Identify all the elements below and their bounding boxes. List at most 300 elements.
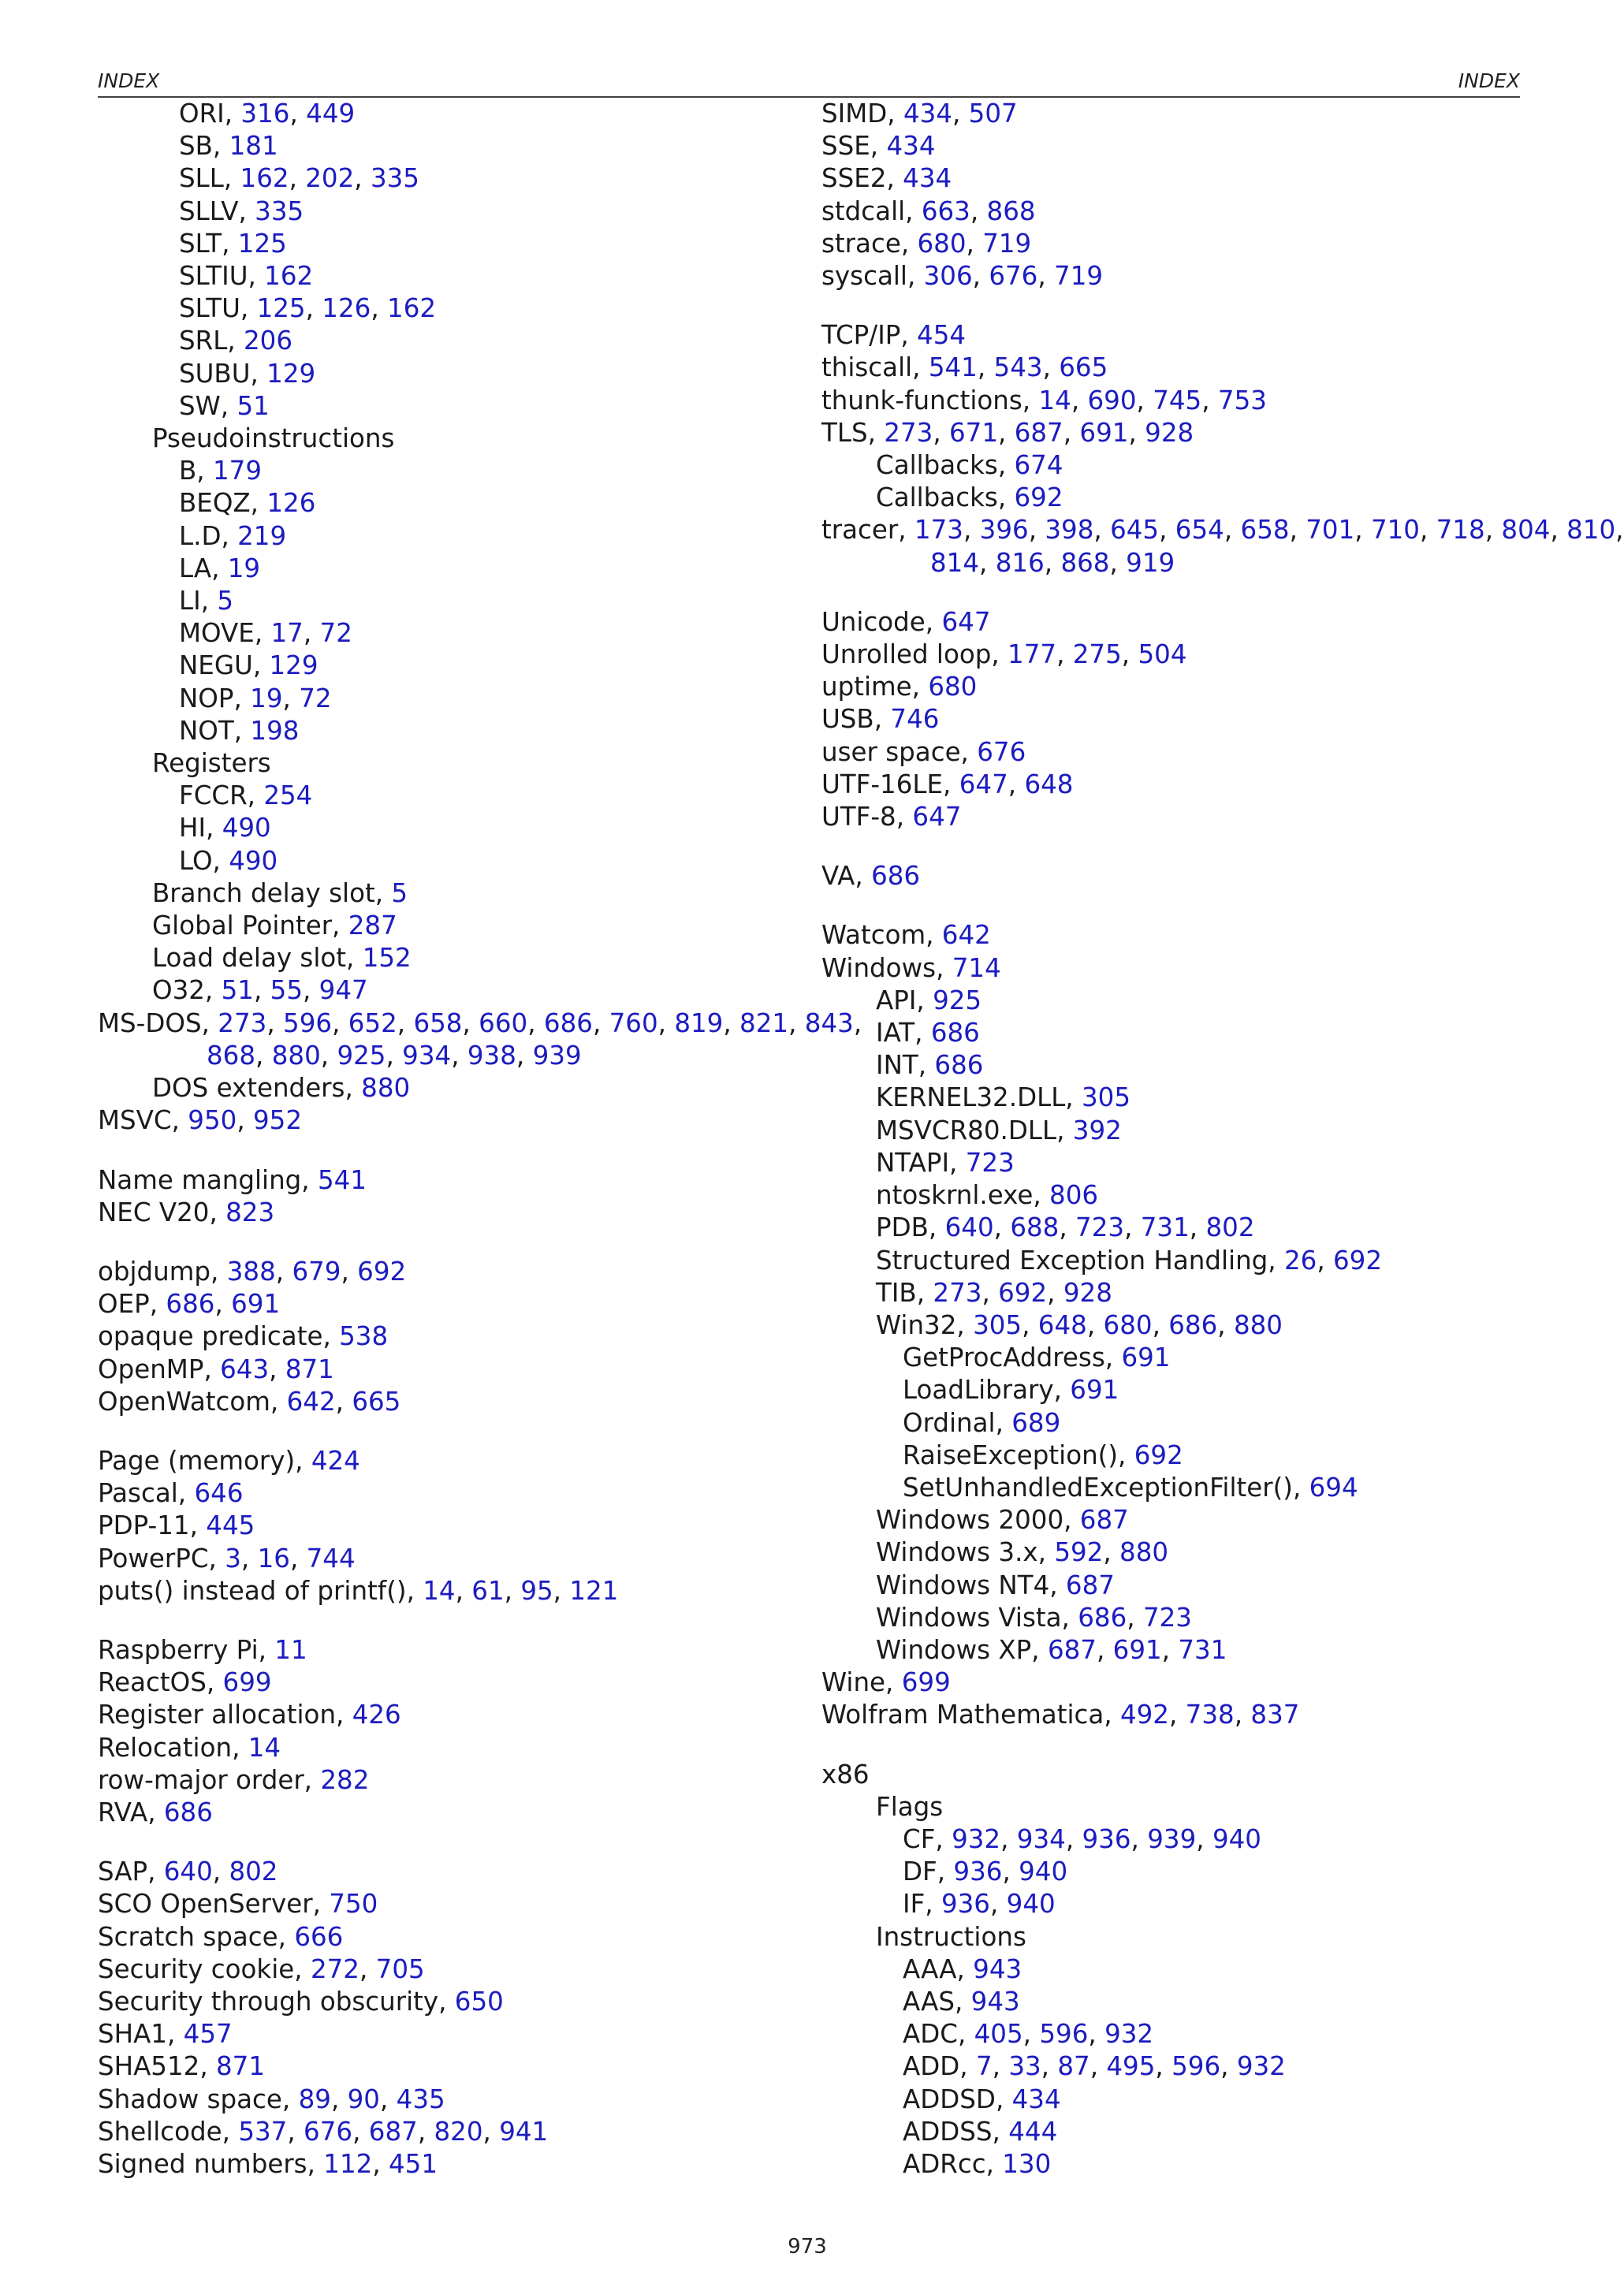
index-entry <box>821 1407 1531 1439</box>
page-link[interactable]: 647 <box>941 606 991 637</box>
index-entry <box>821 260 1531 292</box>
page-link[interactable]: 814 <box>930 547 980 578</box>
page-link[interactable]: 95 <box>520 1575 553 1606</box>
page-link[interactable]: 392 <box>1072 1115 1122 1145</box>
index-entry <box>98 260 807 292</box>
index-entry <box>821 1921 1531 1953</box>
page-link[interactable]: 691 <box>1121 1343 1171 1373</box>
page-link[interactable]: 543 <box>993 352 1043 383</box>
index-term: Shadow space, <box>98 2084 299 2114</box>
page-link[interactable]: 692 <box>1014 482 1063 513</box>
index-term: Flags <box>876 1791 944 1822</box>
page-link[interactable]: 454 <box>917 320 967 351</box>
page-link[interactable]: 928 <box>1145 417 1194 448</box>
page-link[interactable]: 810 <box>1566 515 1616 546</box>
page-link[interactable]: 316 <box>240 99 290 128</box>
index-entry <box>821 385 1531 417</box>
page-link[interactable]: 490 <box>222 813 271 844</box>
page-link[interactable]: 660 <box>479 1007 528 1038</box>
page-link[interactable]: 426 <box>352 1700 401 1730</box>
page-link[interactable]: 434 <box>886 131 936 162</box>
page-link[interactable]: 504 <box>1138 639 1187 670</box>
page-link[interactable]: 804 <box>1501 515 1551 546</box>
page-link[interactable]: 680 <box>917 228 967 259</box>
page-link[interactable]: 305 <box>1081 1082 1131 1113</box>
separator: , <box>1089 2051 1107 2082</box>
page-link[interactable]: 537 <box>238 2116 288 2147</box>
page-link[interactable]: 640 <box>944 1212 994 1243</box>
page-link[interactable]: 934 <box>402 1040 452 1071</box>
page-link[interactable]: 162 <box>264 261 314 292</box>
page-link[interactable]: 654 <box>1175 515 1224 546</box>
page-link[interactable]: 925 <box>337 1040 386 1071</box>
page-link[interactable]: 130 <box>1002 2148 1052 2179</box>
index-term: Name mangling, <box>98 1164 318 1195</box>
index-term: IF, <box>903 1889 941 1920</box>
page-link[interactable]: 125 <box>237 228 287 259</box>
page-link[interactable]: 750 <box>329 1889 378 1920</box>
page-link[interactable]: 819 <box>674 1007 724 1038</box>
page-link[interactable]: 272 <box>310 1953 359 1984</box>
page-link[interactable]: 880 <box>271 1040 321 1071</box>
page-link[interactable]: 723 <box>1075 1212 1125 1243</box>
index-term: Windows 3.x, <box>876 1537 1055 1568</box>
page-link[interactable]: 5 <box>391 877 408 908</box>
page-link[interactable]: 72 <box>299 683 332 713</box>
page-link[interactable]: 642 <box>286 1386 336 1417</box>
page-link[interactable]: 947 <box>318 975 368 1006</box>
index-term: PDP-11, <box>98 1510 207 1541</box>
page-link[interactable]: 424 <box>311 1445 360 1476</box>
page-link[interactable]: 687 <box>1065 1570 1115 1600</box>
page-link[interactable]: 434 <box>903 99 952 128</box>
page-link[interactable]: 687 <box>1047 1634 1097 1665</box>
page-link[interactable]: 219 <box>237 520 287 551</box>
index-entry <box>98 1856 807 1888</box>
page-link[interactable]: 823 <box>225 1197 275 1227</box>
page-link[interactable]: 868 <box>207 1040 256 1071</box>
page-link[interactable]: 928 <box>1063 1277 1112 1308</box>
page-link[interactable]: 306 <box>923 261 973 292</box>
page-link[interactable]: 934 <box>1016 1823 1066 1854</box>
index-term: uptime, <box>821 672 929 702</box>
page-link[interactable]: 198 <box>250 715 300 746</box>
page-link[interactable]: 686 <box>1168 1309 1218 1340</box>
separator: , <box>1109 547 1127 578</box>
page-link[interactable]: 880 <box>361 1073 411 1104</box>
page-link[interactable]: 692 <box>998 1277 1048 1308</box>
page-link[interactable]: 647 <box>912 802 962 832</box>
page-link[interactable]: 646 <box>194 1478 244 1509</box>
page-link[interactable]: 745 <box>1153 385 1202 415</box>
index-term: NTAPI, <box>876 1147 966 1178</box>
page-link[interactable]: 802 <box>229 1857 278 1887</box>
index-entry <box>821 1856 1531 1888</box>
page-link[interactable]: 710 <box>1370 515 1420 546</box>
page-link[interactable]: 940 <box>1212 1823 1261 1854</box>
page-link[interactable]: 940 <box>1019 1857 1068 1887</box>
page-link[interactable]: 936 <box>1082 1823 1131 1854</box>
page-link[interactable]: 676 <box>989 261 1038 292</box>
page-link[interactable]: 434 <box>1011 2084 1061 2114</box>
index-term: TCP/IP, <box>821 320 918 351</box>
index-term: Callbacks, <box>876 482 1015 513</box>
page-link[interactable]: 490 <box>229 845 278 876</box>
page-link[interactable]: 802 <box>1205 1212 1255 1243</box>
page-link[interactable]: 686 <box>1078 1602 1127 1633</box>
separator: , <box>1189 1212 1206 1243</box>
page-link[interactable]: 592 <box>1054 1537 1104 1568</box>
page-link[interactable]: 388 <box>226 1256 276 1287</box>
page-link[interactable]: 538 <box>339 1321 389 1352</box>
page-link[interactable]: 541 <box>928 352 978 383</box>
page-link[interactable]: 939 <box>1147 1823 1197 1854</box>
page-link[interactable]: 686 <box>543 1007 593 1038</box>
index-entry <box>821 1634 1531 1667</box>
page-link[interactable]: 868 <box>1060 547 1110 578</box>
page-link[interactable]: 688 <box>1010 1212 1060 1243</box>
page-link[interactable]: 939 <box>532 1040 582 1071</box>
page-link[interactable]: 705 <box>375 1953 425 1984</box>
page-link[interactable]: 89 <box>298 2084 331 2114</box>
page-link[interactable]: 51 <box>221 975 254 1006</box>
separator: , <box>504 1575 521 1606</box>
page-link[interactable]: 202 <box>305 163 355 194</box>
page-link[interactable]: 129 <box>266 358 316 389</box>
index-entry <box>821 1504 1531 1536</box>
page-link[interactable]: 746 <box>890 704 940 735</box>
page-link[interactable]: 723 <box>1142 1602 1192 1633</box>
page-link[interactable]: 738 <box>1185 1700 1235 1730</box>
page-link[interactable]: 650 <box>454 1986 504 2017</box>
page-link[interactable]: 686 <box>166 1289 215 1320</box>
index-entry <box>821 130 1531 162</box>
page-link[interactable]: 445 <box>206 1510 255 1541</box>
page-link[interactable]: 671 <box>948 417 999 448</box>
page-link[interactable]: 17 <box>270 618 304 649</box>
page-link[interactable]: 871 <box>216 2051 266 2082</box>
page-link[interactable]: 152 <box>362 943 412 974</box>
page-link[interactable]: 687 <box>1014 417 1063 448</box>
page-link[interactable]: 943 <box>973 1953 1022 1984</box>
index-entry <box>98 2148 807 2181</box>
separator: , <box>1059 1212 1076 1243</box>
page-link[interactable]: 643 <box>220 1354 270 1384</box>
page-link[interactable]: 90 <box>347 2084 380 2114</box>
page-link[interactable]: 719 <box>1054 261 1104 292</box>
index-term: Load delay slot, <box>152 943 363 974</box>
page-link[interactable]: 680 <box>928 672 978 702</box>
page-link[interactable]: 674 <box>1014 450 1063 481</box>
page-link[interactable]: 435 <box>396 2084 445 2114</box>
separator: , <box>981 1277 999 1308</box>
page-link[interactable]: 541 <box>317 1164 367 1195</box>
page-link[interactable]: 287 <box>348 911 397 941</box>
page-link[interactable]: 640 <box>163 1857 213 1887</box>
page-link[interactable]: 642 <box>941 920 991 951</box>
page-link[interactable]: 648 <box>1024 769 1074 799</box>
page-link[interactable]: 936 <box>953 1857 1003 1887</box>
page-link[interactable]: 687 <box>1079 1505 1129 1536</box>
page-link[interactable]: 26 <box>1283 1245 1317 1276</box>
index-entry <box>98 1575 807 1607</box>
index-term: Global Pointer, <box>152 911 348 941</box>
page-link[interactable]: 943 <box>970 1986 1020 2017</box>
page-link[interactable]: 5 <box>217 586 234 616</box>
page-link[interactable]: 596 <box>1171 2051 1221 2082</box>
page-link[interactable]: 816 <box>995 547 1045 578</box>
index-term: Windows XP, <box>876 1634 1048 1665</box>
page-link[interactable]: 396 <box>979 515 1029 546</box>
index-entry <box>821 1953 1531 1986</box>
index-entry <box>98 1320 807 1353</box>
index-entry <box>98 1104 807 1137</box>
page-link[interactable]: 692 <box>1332 1245 1383 1276</box>
page-link[interactable]: 457 <box>183 2019 233 2050</box>
page-link[interactable]: 434 <box>903 163 952 194</box>
index-entry <box>98 1667 807 1699</box>
page-link[interactable]: 687 <box>368 2116 418 2147</box>
index-entry <box>98 877 807 910</box>
page-link[interactable]: 658 <box>413 1007 463 1038</box>
page-link[interactable]: 950 <box>188 1105 237 1136</box>
page-link[interactable]: 14 <box>423 1575 456 1606</box>
page-link[interactable]: 14 <box>1038 385 1071 415</box>
page-link[interactable]: 680 <box>1103 1309 1153 1340</box>
index-entry <box>98 780 807 812</box>
page-link[interactable]: 665 <box>1059 352 1108 383</box>
page-link[interactable]: 275 <box>1072 639 1122 670</box>
page-link[interactable]: 919 <box>1126 547 1175 578</box>
index-column-right <box>821 98 1624 2181</box>
page-link[interactable]: 686 <box>930 1018 980 1048</box>
page-link[interactable]: 162 <box>240 163 289 194</box>
page-link[interactable]: 335 <box>370 163 419 194</box>
page-link[interactable]: 666 <box>294 1921 344 1952</box>
index-term: USB, <box>821 704 891 735</box>
page-link[interactable]: 952 <box>252 1105 303 1136</box>
index-term: PowerPC, <box>98 1543 225 1574</box>
page-link[interactable]: 87 <box>1057 2051 1090 2082</box>
page-link[interactable]: 820 <box>434 2116 483 2147</box>
page-link[interactable]: 19 <box>250 683 283 713</box>
page-link[interactable]: 658 <box>1240 515 1290 546</box>
page-link[interactable]: 55 <box>270 975 303 1006</box>
separator: , <box>1484 515 1502 546</box>
index-entry <box>98 358 807 390</box>
page-link[interactable]: 694 <box>1309 1472 1358 1503</box>
page-link[interactable]: 760 <box>609 1007 658 1038</box>
page-link[interactable]: 699 <box>222 1667 272 1698</box>
page-link[interactable]: 173 <box>914 515 963 546</box>
separator: , <box>1047 1277 1063 1308</box>
index-term: Windows 2000, <box>876 1505 1080 1536</box>
page-link[interactable]: 691 <box>1070 1375 1119 1406</box>
separator: , <box>1056 639 1073 670</box>
page-link[interactable]: 126 <box>322 293 371 324</box>
index-term: SLLV, <box>179 196 255 226</box>
page-link[interactable]: 648 <box>1037 1309 1087 1340</box>
page-link[interactable]: 941 <box>499 2116 549 2147</box>
page-link[interactable]: 940 <box>1006 1889 1056 1920</box>
page-link[interactable]: 121 <box>569 1575 619 1606</box>
page-link[interactable]: 495 <box>1106 2051 1156 2082</box>
index-entry <box>98 1354 807 1386</box>
index-term: OEP, <box>98 1289 166 1320</box>
page-link[interactable]: 665 <box>352 1386 401 1417</box>
page-link[interactable]: 19 <box>227 553 261 583</box>
page-link[interactable]: 932 <box>1236 2051 1286 2082</box>
page-link[interactable]: 14 <box>248 1732 281 1763</box>
index-entry <box>98 325 807 357</box>
index-entry <box>821 952 1531 985</box>
page-link[interactable]: 692 <box>1134 1439 1183 1470</box>
page-link[interactable]: 691 <box>1112 1634 1162 1665</box>
index-term: INT, <box>876 1050 935 1081</box>
page-link[interactable]: 719 <box>982 228 1032 259</box>
page-link[interactable]: 51 <box>237 390 270 421</box>
page-link[interactable]: 686 <box>871 861 921 892</box>
index-entry <box>821 2116 1531 2148</box>
page-link[interactable]: 714 <box>952 952 1001 983</box>
index-term: Watcom, <box>821 920 942 951</box>
page-link[interactable]: 871 <box>285 1354 334 1384</box>
page-link[interactable]: 843 <box>804 1007 854 1038</box>
page-link[interactable]: 938 <box>467 1040 516 1071</box>
page-link[interactable]: 273 <box>933 1277 982 1308</box>
page-link[interactable]: 162 <box>387 293 437 324</box>
page-link[interactable]: 837 <box>1250 1700 1300 1730</box>
page-link[interactable]: 177 <box>1008 639 1057 670</box>
page-link[interactable]: 723 <box>965 1147 1015 1178</box>
page-link[interactable]: 181 <box>229 131 278 162</box>
page-link[interactable]: 744 <box>306 1543 356 1574</box>
index-entry <box>821 1342 1531 1374</box>
page-link[interactable]: 691 <box>1079 417 1129 448</box>
page-link[interactable]: 449 <box>306 99 356 128</box>
index-entry <box>98 715 807 747</box>
index-term: SHA512, <box>98 2051 216 2082</box>
page-link[interactable]: 676 <box>977 736 1026 767</box>
page-link[interactable]: 676 <box>304 2116 353 2147</box>
separator: , <box>1121 639 1138 670</box>
page-link[interactable]: 821 <box>739 1007 789 1038</box>
page-link[interactable]: 507 <box>968 99 1018 128</box>
index-entry <box>821 769 1531 801</box>
page-link[interactable]: 868 <box>986 196 1036 226</box>
page-link[interactable]: 3 <box>225 1543 241 1574</box>
page-link[interactable]: 444 <box>1008 2116 1058 2147</box>
page-link[interactable]: 7 <box>975 2051 993 2082</box>
page-link[interactable]: 753 <box>1217 385 1267 415</box>
page-link[interactable]: 701 <box>1306 515 1355 546</box>
page-link[interactable]: 689 <box>1011 1407 1061 1438</box>
separator: , <box>963 515 980 546</box>
index-entry <box>98 683 807 715</box>
page-link[interactable]: 686 <box>163 1797 213 1827</box>
page-link[interactable]: 731 <box>1178 1634 1227 1665</box>
page-link[interactable]: 282 <box>320 1764 370 1795</box>
page-link[interactable]: 112 <box>323 2148 373 2179</box>
page-link[interactable]: 718 <box>1436 515 1485 546</box>
page-link[interactable]: 451 <box>389 2148 438 2179</box>
page-link[interactable]: 690 <box>1087 385 1137 415</box>
page-link[interactable]: 126 <box>266 488 316 519</box>
separator: , <box>1224 515 1241 546</box>
index-term: API, <box>876 985 933 1015</box>
page-link[interactable]: 652 <box>348 1007 397 1038</box>
page-link[interactable]: 596 <box>283 1007 333 1038</box>
page-link[interactable]: 492 <box>1119 1700 1169 1730</box>
page-link[interactable]: 731 <box>1140 1212 1190 1243</box>
separator: , <box>853 1007 862 1038</box>
index-term: MSVCR80.DLL, <box>876 1115 1073 1145</box>
index-entry <box>98 1072 807 1104</box>
index-entry <box>98 1921 807 1953</box>
index-term: Wine, <box>821 1667 902 1698</box>
page-link[interactable]: 699 <box>901 1667 951 1698</box>
index-entry <box>98 130 807 162</box>
page-link[interactable]: 645 <box>1110 515 1160 546</box>
index-entry <box>821 2148 1531 2181</box>
page-link[interactable]: 206 <box>243 326 293 356</box>
page-link[interactable]: 273 <box>884 417 933 448</box>
page-link[interactable]: 61 <box>471 1575 505 1606</box>
page-link[interactable]: 663 <box>921 196 970 226</box>
page-link[interactable]: 686 <box>934 1050 984 1081</box>
index-term: SUBU, <box>179 358 267 389</box>
page-link[interactable]: 932 <box>1104 2019 1154 2050</box>
page-link[interactable]: 647 <box>959 769 1008 799</box>
page-link[interactable]: 16 <box>257 1543 290 1574</box>
index-term: x86 <box>821 1759 870 1790</box>
page-link[interactable]: 596 <box>1039 2019 1089 2050</box>
page-link[interactable]: 880 <box>1119 1537 1169 1568</box>
page-link[interactable]: 125 <box>256 293 306 324</box>
separator: , <box>1065 1823 1082 1854</box>
page-link[interactable]: 405 <box>974 2019 1023 2050</box>
page-link[interactable]: 932 <box>952 1823 1001 1854</box>
index-entry <box>98 196 807 228</box>
index-term: SIMD, <box>821 99 903 128</box>
page-link[interactable]: 398 <box>1045 515 1094 546</box>
page-link[interactable]: 72 <box>319 618 352 649</box>
page-link[interactable]: 806 <box>1049 1180 1099 1211</box>
index-entry <box>821 2084 1531 2116</box>
separator: , <box>992 2051 1009 2082</box>
page-link[interactable]: 925 <box>933 985 982 1015</box>
page-link[interactable]: 254 <box>263 780 313 811</box>
page-link[interactable]: 880 <box>1233 1309 1283 1340</box>
page-link[interactable]: 33 <box>1008 2051 1041 2082</box>
page-link[interactable]: 273 <box>218 1007 267 1038</box>
index-term: SW, <box>179 390 237 421</box>
page-link[interactable]: 335 <box>255 196 304 226</box>
index-entry <box>821 1986 1531 2018</box>
separator: , <box>359 1953 376 1984</box>
page-link[interactable]: 305 <box>973 1309 1022 1340</box>
page-link[interactable]: 679 <box>292 1256 341 1287</box>
page-link[interactable]: 692 <box>357 1256 407 1287</box>
index-entry <box>821 1049 1531 1082</box>
page-link[interactable]: 691 <box>231 1289 281 1320</box>
index-term: row-major order, <box>98 1764 321 1795</box>
page-link[interactable]: 179 <box>212 456 263 486</box>
page-link[interactable]: 936 <box>941 1889 990 1920</box>
page-link[interactable]: 11 <box>274 1634 307 1665</box>
page-link[interactable]: 129 <box>269 650 318 681</box>
index-term: DF, <box>903 1857 954 1887</box>
